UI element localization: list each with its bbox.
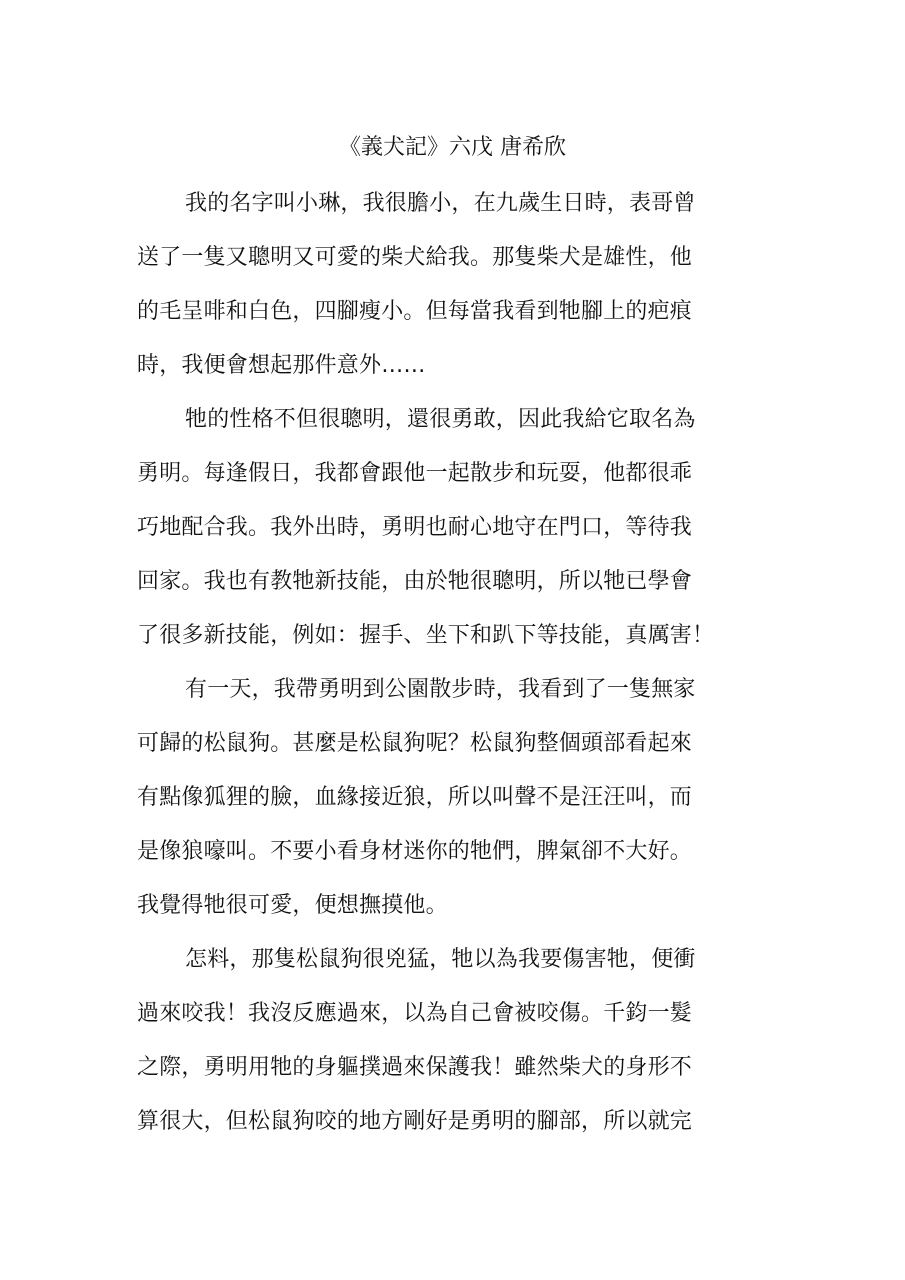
paragraph-3-line-3: 有點像狐狸的臉，血緣接近狼，所以叫聲不是汪汪叫，而 <box>137 785 693 810</box>
paragraph-4-line-2: 過來咬我！我沒反應過來，以為自己會被咬傷。千鈞一髮 <box>137 1001 693 1026</box>
paragraph-1-line-2: 送了一隻又聰明又可愛的柴犬給我。那隻柴犬是雄性，他 <box>137 245 693 270</box>
paragraph-2-line-2: 勇明。每逢假日，我都會跟他一起散步和玩耍，他都很乖 <box>137 461 693 486</box>
paragraph-2-line-3: 巧地配合我。我外出時，勇明也耐心地守在門口，等待我 <box>137 515 693 540</box>
paragraph-2-line-4: 回家。我也有教牠新技能，由於牠很聰明，所以牠已學會 <box>137 569 693 594</box>
paragraph-1-line-4: 時，我便會想起那件意外…… <box>137 353 426 378</box>
paragraph-1-line-3: 的毛呈啡和白色，四腳瘦小。但每當我看到牠腳上的疤痕 <box>137 299 693 324</box>
paragraph-3-line-2: 可歸的松鼠狗。甚麼是松鼠狗呢？松鼠狗整個頭部看起來 <box>137 731 693 756</box>
paragraph-2-line-5: 了很多新技能，例如：握手、坐下和趴下等技能，真厲害！ <box>137 623 715 648</box>
paragraph-3-line-4: 是像狼嚎叫。不要小看身材迷你的牠們，脾氣卻不大好。 <box>137 839 693 864</box>
document-title: 《義犬記》六戊 唐希欣 <box>339 135 566 160</box>
paragraph-4-line-4: 算很大，但松鼠狗咬的地方剛好是勇明的腳部，所以就完 <box>137 1109 693 1134</box>
paragraph-1-line-1: 我的名字叫小琳，我很膽小，在九歲生日時，表哥曾 <box>185 191 696 216</box>
paragraph-4-line-3: 之際，勇明用牠的身軀撲過來保護我！雖然柴犬的身形不 <box>137 1055 693 1080</box>
paragraph-3-line-1: 有一天，我帶勇明到公園散步時，我看到了一隻無家 <box>185 677 696 702</box>
paragraph-3-line-5: 我覺得牠很可愛，便想撫摸他。 <box>137 893 448 918</box>
paragraph-4-line-1: 怎料，那隻松鼠狗很兇猛，牠以為我要傷害牠，便衝 <box>185 947 696 972</box>
paragraph-2-line-1: 牠的性格不但很聰明，還很勇敢，因此我給它取名為 <box>185 407 696 432</box>
